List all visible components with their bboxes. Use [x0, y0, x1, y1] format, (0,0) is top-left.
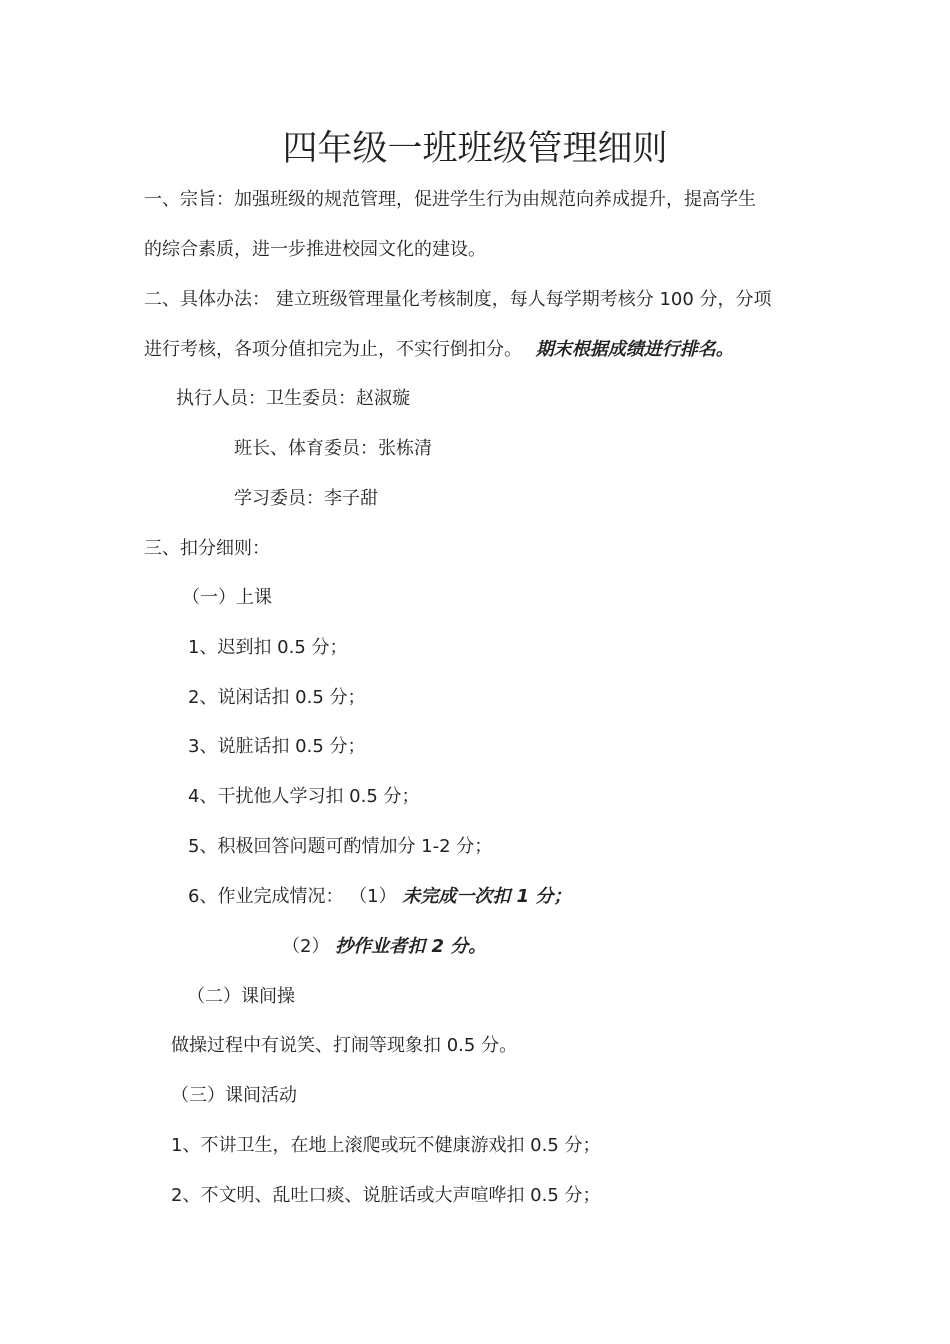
purpose-line-1: 一、宗旨：加强班级的规范管理，促进学生行为由规范向养成提升，提高学生	[144, 189, 756, 210]
homework-line-2	[282, 934, 486, 960]
class-item-5: 5、积极回答问题可酌情加分 1-2 分；	[188, 836, 493, 857]
method-emphasis: 期末根据成绩进行排名。	[535, 339, 734, 360]
homework-line-1	[188, 884, 571, 910]
class-item-1: 1、迟到扣 0.5 分；	[188, 637, 348, 658]
homework-rule-1: 未完成一次扣 1 分；	[402, 886, 572, 907]
method-line-2	[144, 337, 734, 363]
executor-3: 学习委员：李子甜	[234, 488, 378, 509]
purpose-line-2: 的综合素质，进一步推进校园文化的建设。	[144, 239, 486, 260]
deduction-heading: 三、扣分细则：	[144, 538, 270, 559]
executor-2: 班长、体育委员：张栋清	[234, 438, 432, 459]
activity-item-2: 2、不文明、乱吐口痰、说脏话或大声喧哗扣 0.5 分；	[171, 1185, 601, 1206]
activity-item-1: 1、不讲卫生，在地上滚爬或玩不健康游戏扣 0.5 分；	[171, 1135, 601, 1156]
method-line-1: 二、具体办法： 建立班级管理量化考核制度，每人每学期考核分 100 分，分项	[144, 289, 772, 310]
class-item-4: 4、干扰他人学习扣 0.5 分；	[188, 786, 420, 807]
exercise-text: 做操过程中有说笑、打闹等现象扣 0.5 分。	[171, 1035, 518, 1056]
homework-label: 6、作业完成情况： （1）	[188, 886, 397, 907]
homework-rule-2: 抄作业者扣 2 分。	[335, 936, 487, 957]
exercise-heading: （二）课间操	[187, 986, 295, 1007]
class-heading: （一）上课	[182, 587, 272, 608]
activity-heading: （三）课间活动	[171, 1085, 297, 1106]
method-line-2-text: 进行考核，各项分值扣完为止，不实行倒扣分。	[144, 339, 522, 360]
executors-label: 执行人员：卫生委员：赵淑璇	[176, 388, 410, 409]
class-item-2: 2、说闲话扣 0.5 分；	[188, 687, 366, 708]
homework-2-prefix: （2）	[282, 936, 330, 957]
class-item-3: 3、说脏话扣 0.5 分；	[188, 736, 366, 757]
document-title: 四年级一班班级管理细则	[282, 129, 668, 169]
